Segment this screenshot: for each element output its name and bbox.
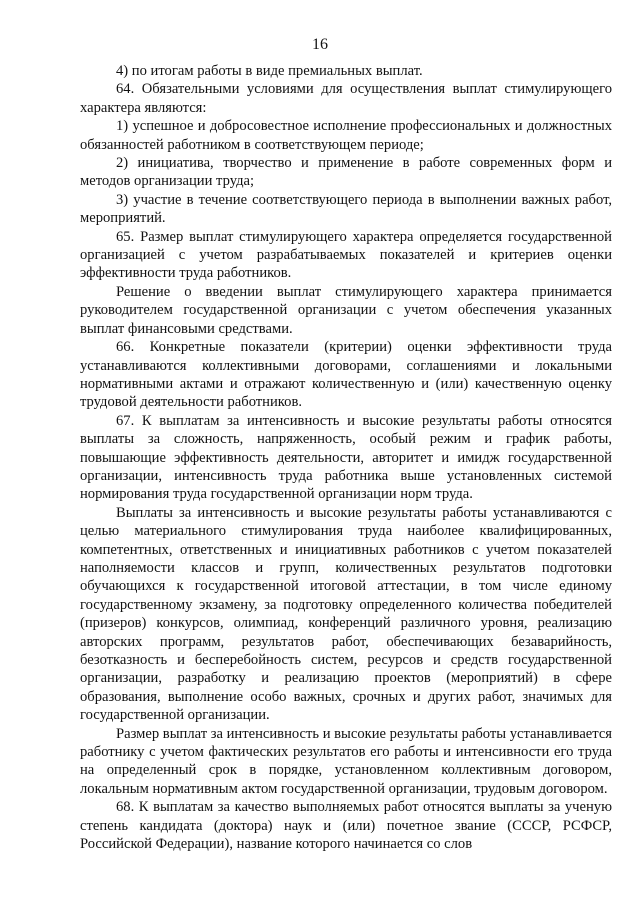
paragraph: 2) инициатива, творчество и применение в работе современных форм и методов организации труда; [80, 155, 612, 190]
paragraph: 64. Обязательными условиями для осуществления выплат стимулирующего характера являются: [80, 81, 612, 116]
page-number: 16 [312, 36, 328, 53]
paragraph: 4) по итогам работы в виде премиальных выплат. [116, 63, 423, 79]
paragraph: Размер выплат за интенсивность и высокие результаты работы устанавливается работнику с учетом фактических результатов его работы и интенсивности его труда на определенный срок в порядке, установленном коллективным договором, локальным нормативным актом государственной организации, трудовым договором. [80, 725, 613, 797]
paragraph: 1) успешное и добросовестное исполнение профессиональных и должностных обязанностей работником в соответствующем периоде; [80, 118, 612, 153]
paragraph: Решение о введении выплат стимулирующего характера принимается руководителем государственной организации с учетом обеспечения указанных выплат финансовыми средствами. [80, 283, 612, 337]
paragraph: 65. Размер выплат стимулирующего характера определяется государственной организацией с учетом разрабатываемых показателей и критериев оценки эффективности труда работников. [80, 228, 612, 282]
paragraph: 68. К выплатам за качество выполняемых работ относятся выплаты за ученую степень кандидата (доктора) наук и (или) почетное звание (СССР, РСФСР, Российской Федерации), название которого начинается со слов [80, 799, 612, 853]
paragraph: Выплаты за интенсивность и высокие результаты работы устанавливаются с целью материального стимулирования труда наиболее квалифицированных, компетентных, ответственных и инициативных работников с учетом показателей наполняемости классов и групп, количественных результатов подготовки обучающихся к государственной итоговой аттестации, в том числе единому государственному экзамену, за подготовку определенного количества победителей (призеров) конкурсов, олимпиад, конференций различного уровня, реализацию авторских программ, результатов работ, обеспечивающих безаварийность, безотказность и бесперебойность систем, ресурсов и средств государственной организации, разработку и реализацию проектов (мероприятий) в сфере образования, выполнение особо важных, срочных и других работ, значимых для государственной организации. [80, 504, 612, 724]
paragraph: 67. К выплатам за интенсивность и высокие результаты работы относятся выплаты за сложность, напряженность, особый режим и график работы, повышающие эффективность деятельности, авторитет и имидж государственной организации, интенсивность труда работника выше установленных системой нормирования труда государственной организации норм труда. [80, 412, 612, 503]
paragraph: 66. Конкретные показатели (критерии) оценки эффективности труда устанавливаются коллективными договорами, соглашениями и локальными нормативными актами и отражают количественную и (или) качественную оценку трудовой деятельности работников. [80, 339, 612, 411]
document-body [80, 62, 612, 853]
paragraph: 3) участие в течение соответствующего периода в выполнении важных работ, мероприятий. [80, 191, 612, 227]
